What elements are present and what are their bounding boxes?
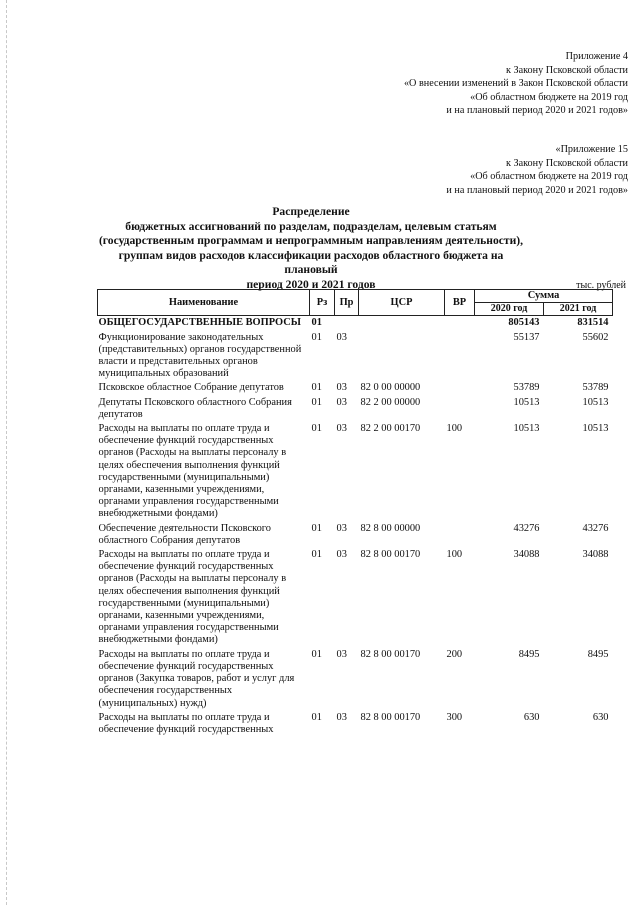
cell-v2021: 53789: [582, 382, 609, 394]
cell-pr: [335, 316, 359, 331]
title-line5: период 2020 и 2021 годов: [246, 277, 376, 291]
cell-rz: 01: [311, 711, 322, 723]
table-row: [98, 396, 613, 422]
cell-name: Расходы на выплаты по оплате труда и обеспечение функций государственных: [98, 711, 274, 735]
title-line3: (государственным программам и непрограммным направлениям деятельности),: [98, 234, 524, 247]
cell-name: Расходы на выплаты по оплате труда и обеспечение функций государственных органов (Расходы на выплаты персоналу в целях обеспечения выполнения функций государственными (муниципальными) органами, казенными учреждениями, органами управления государственными внебюджетными фондами): [98, 423, 287, 520]
cell-csr: 82 8 00 00170: [360, 648, 421, 660]
cell-v2021: 43276: [582, 522, 609, 534]
appendix-4-header: [404, 50, 628, 118]
cell-v2021: 10513: [582, 423, 609, 435]
header-sum: Сумма: [475, 290, 613, 303]
cell-name: Обеспечение деятельности Псковского областного Собрания депутатов: [98, 522, 271, 546]
appendix-4-line1: Приложение 4: [565, 51, 628, 62]
table-row: [98, 316, 613, 331]
header-csr: ЦСР: [359, 290, 445, 316]
cell-rz: 01: [311, 317, 322, 329]
header-pr: Пр: [335, 290, 359, 316]
budget-table: [97, 289, 613, 737]
cell-csr: 82 2 00 00000: [360, 396, 421, 408]
cell-csr: 82 8 00 00000: [360, 522, 421, 534]
header-vr: ВР: [445, 290, 475, 316]
cell-rz: 01: [311, 522, 322, 534]
cell-v2021: 8495: [587, 648, 609, 660]
cell-csr: [359, 331, 445, 382]
cell-pr: 03: [336, 648, 347, 660]
cell-pr: 03: [336, 382, 347, 394]
appendix-15-header: [446, 143, 628, 197]
scan-left-edge: [6, 0, 7, 905]
appendix-15-line1: «Приложение 15: [555, 144, 628, 155]
cell-name: Расходы на выплаты по оплате труда и обеспечение функций государственных органов (Расходы на выплаты персоналу в целях обеспечения выполнения функций государственными (муниципальными) органами, казенными учреждениями, органами управления государственными внебюджетными фондами): [98, 549, 287, 646]
cell-v2021: 10513: [582, 396, 609, 408]
cell-v2020: 53789: [513, 382, 540, 394]
header-name: Наименование: [98, 290, 310, 316]
cell-vr: [445, 331, 475, 382]
header-2021: 2021 год: [544, 303, 613, 316]
cell-rz: 01: [311, 396, 322, 408]
cell-v2020: 34088: [513, 549, 540, 561]
cell-v2020: 10513: [513, 396, 540, 408]
title-line2: бюджетных ассигнований по разделам, подразделам, целевым статьям: [125, 219, 497, 233]
cell-vr: [445, 381, 475, 395]
table-row: [98, 648, 613, 711]
cell-vr: [445, 396, 475, 422]
cell-pr: 03: [336, 711, 347, 723]
cell-v2021: 630: [592, 711, 609, 723]
title-line1: Распределение: [272, 205, 350, 218]
cell-v2020: 805143: [508, 317, 540, 329]
cell-vr: [445, 522, 475, 548]
appendix-15-line2: к Закону Псковской области: [506, 157, 628, 169]
table-row: [98, 422, 613, 522]
cell-v2020: 10513: [513, 423, 540, 435]
cell-rz: 01: [311, 382, 322, 394]
cell-csr: 82 8 00 00170: [360, 711, 421, 723]
cell-rz: 01: [311, 331, 322, 343]
cell-rz: 01: [311, 648, 322, 660]
header-rz: Рз: [310, 290, 335, 316]
table-row: [98, 522, 613, 548]
cell-csr: 82 2 00 00170: [360, 423, 421, 435]
header-2020: 2020 год: [475, 303, 544, 316]
cell-v2020: 55137: [513, 331, 540, 343]
appendix-4-line5: и на плановый период 2020 и 2021 годов»: [446, 105, 628, 116]
title-line4: группам видов расходов классификации расходов областного бюджета на плановый: [118, 248, 504, 276]
cell-name: Псковское областное Собрание депутатов: [98, 382, 284, 394]
cell-pr: 03: [336, 423, 347, 435]
cell-vr: 200: [446, 648, 463, 660]
cell-pr: 03: [336, 549, 347, 561]
document-title: [96, 205, 526, 292]
cell-name: Функционирование законодательных (представительных) органов государственной власти и представительных органов муниципальных образований: [98, 331, 302, 380]
appendix-15-line3: «Об областном бюджете на 2019 год: [470, 171, 628, 182]
cell-vr: 300: [446, 711, 463, 723]
cell-pr: 03: [336, 331, 347, 343]
cell-v2021: 831514: [577, 317, 609, 329]
units-label: тыс. рублей: [576, 280, 626, 291]
cell-csr: [359, 316, 445, 331]
cell-v2020: 43276: [513, 522, 540, 534]
appendix-4-line3: «О внесении изменений в Закон Псковской области: [403, 78, 628, 89]
cell-rz: 01: [311, 423, 322, 435]
cell-vr: 100: [446, 549, 463, 561]
cell-rz: 01: [311, 549, 322, 561]
appendix-4-line4: «Об областном бюджете на 2019 год: [470, 91, 628, 103]
cell-v2020: 8495: [518, 648, 540, 660]
table-row: [98, 548, 613, 648]
table-body: [98, 316, 613, 737]
cell-v2021: 34088: [582, 549, 609, 561]
appendix-15-line4: и на плановый период 2020 и 2021 годов»: [446, 184, 628, 196]
cell-csr: 82 0 00 00000: [360, 382, 421, 394]
cell-name: ОБЩЕГОСУДАРСТВЕННЫЕ ВОПРОСЫ: [98, 317, 301, 329]
cell-vr: 100: [446, 423, 463, 435]
cell-name: Расходы на выплаты по оплате труда и обеспечение функций государственных органов (Закупка товаров, работ и услуг для обеспечения государственных (муниципальных) нужд): [98, 648, 295, 709]
table-row: [98, 711, 613, 737]
cell-pr: 03: [336, 522, 347, 534]
appendix-4-line2: к Закону Псковской области: [506, 64, 628, 76]
cell-v2021: 55602: [582, 331, 609, 343]
table-row: [98, 331, 613, 382]
cell-v2020: 630: [523, 711, 540, 723]
cell-vr: [445, 316, 475, 331]
table-row: [98, 381, 613, 395]
cell-name: Депутаты Псковского областного Собрания депутатов: [98, 396, 292, 420]
cell-pr: 03: [336, 396, 347, 408]
cell-csr: 82 8 00 00170: [360, 549, 421, 561]
